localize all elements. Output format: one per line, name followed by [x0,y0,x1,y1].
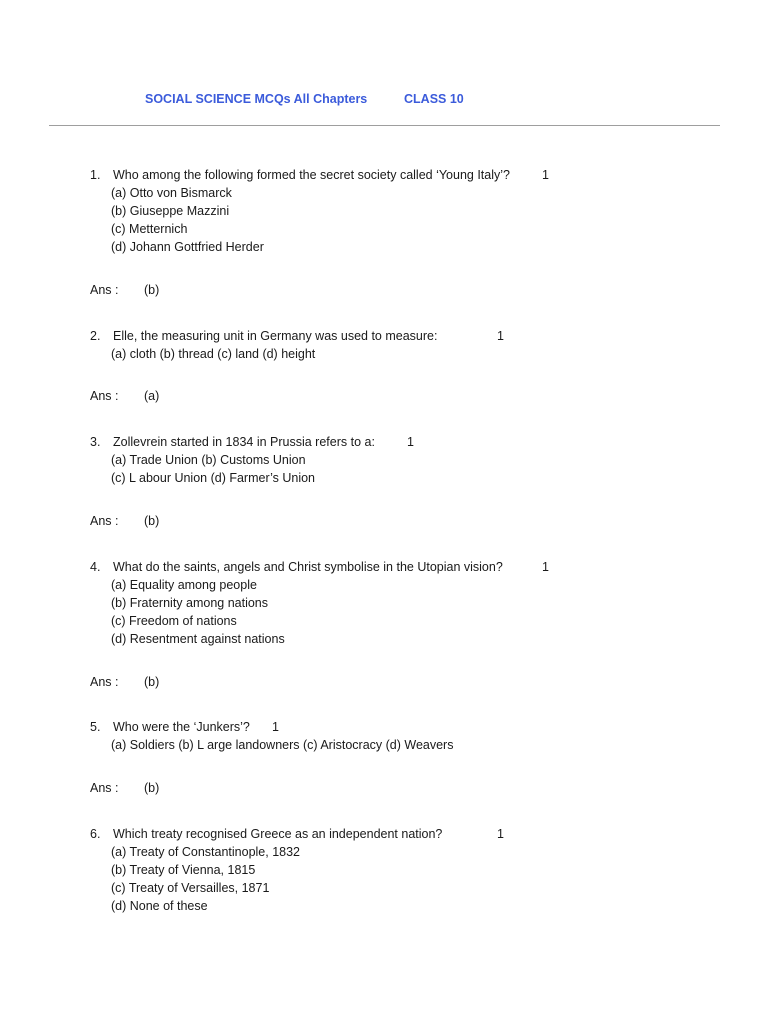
option-line: (a) cloth (b) thread (c) land (d) height [111,347,316,361]
answer-label: Ans : [90,389,119,403]
answer-label: Ans : [90,781,119,795]
question-number: 1. [90,168,101,182]
option-c: (c) Metternich [111,222,188,236]
question-text: Which treaty recognised Greece as an independent nation? [113,827,443,841]
answer-4 [90,675,160,689]
question-number: 2. [90,329,101,343]
answer-5 [90,781,160,795]
question-text: What do the saints, angels and Christ symbolise in the Utopian vision? [113,560,503,574]
answer-value: (b) [144,675,160,689]
option-c: (c) Treaty of Versailles, 1871 [111,881,270,895]
question-number: 3. [90,435,101,449]
option-list [111,451,315,487]
answer-label: Ans : [90,514,119,528]
answer-value: (b) [144,514,160,528]
option-list [111,345,315,363]
answer-value: (a) [144,389,160,403]
answer-label: Ans : [90,675,119,689]
option-a: (a) Equality among people [111,578,257,592]
class-label: CLASS 10 [404,92,464,106]
question-marks: 1 [542,168,549,182]
option-list [111,736,453,754]
question-text: Elle, the measuring unit in Germany was used to measure: [113,329,438,343]
question-text: Who among the following formed the secret society called ‘Young Italy’? [113,168,510,182]
question-text: Zollevrein started in 1834 in Prussia refers to a: [113,435,375,449]
option-list [111,184,264,256]
question-text: Who were the ‘Junkers’? [113,720,250,734]
option-d: (d) None of these [111,899,208,913]
answer-3 [90,514,160,528]
option-list [111,576,285,648]
option-b: (b) Fraternity among nations [111,596,269,610]
option-line: (a) Soldiers (b) L arge landowners (c) Aristocracy (d) Weavers [111,738,454,752]
question-marks: 1 [272,720,279,734]
option-list [111,843,300,915]
page-header [145,92,464,106]
question-number: 5. [90,720,101,734]
option-d: (d) Johann Gottfried Herder [111,240,264,254]
option-c: (c) Freedom of nations [111,614,237,628]
option-d: (d) Resentment against nations [111,632,285,646]
question-marks: 1 [497,827,504,841]
question-number: 6. [90,827,101,841]
option-b: (b) Giuseppe Mazzini [111,204,230,218]
question-marks: 1 [407,435,414,449]
header-divider [49,125,720,126]
answer-value: (b) [144,781,160,795]
answer-value: (b) [144,283,160,297]
answer-label: Ans : [90,283,119,297]
answer-2 [90,389,160,403]
option-b: (b) Treaty of Vienna, 1815 [111,863,256,877]
option-a: (a) Treaty of Constantinople, 1832 [111,845,301,859]
option-a: (a) Otto von Bismarck [111,186,232,200]
option-line: (c) L abour Union (d) Farmer’s Union [111,471,316,485]
document-title: SOCIAL SCIENCE MCQs All Chapters [145,92,368,106]
option-line: (a) Trade Union (b) Customs Union [111,453,306,467]
answer-1 [90,283,160,297]
question-number: 4. [90,560,101,574]
question-marks: 1 [497,329,504,343]
question-marks: 1 [542,560,549,574]
